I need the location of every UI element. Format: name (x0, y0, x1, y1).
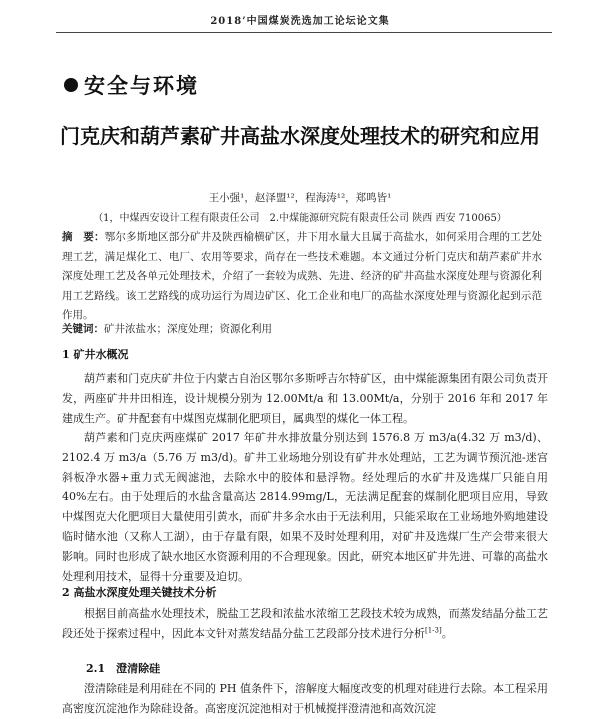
header-rule (56, 32, 552, 33)
paper-title: 门克庆和葫芦素矿井高盐水深度处理技术的研究和应用 (60, 124, 540, 148)
section-1-paragraph-2: 葫芦素和门克庆两座煤矿 2017 年矿井水排放量分别达到 1576.8 万 m3/a(4.32 万 m3/d)、2102.4 万 m3/a（5.76 万 m3/d)。矿井工业场地分别设有矿井水处理站，工艺为调节预沉池-迷宫斜板净水器+重力式无阀滤池，去除水中的胶体和悬浮物。经处理后的水矿井及选煤厂只能自用 40%左右。由于处理后的水盐含量高达 2814.99mg/L，无法满足配套的煤制化肥项目应用，导致中煤图克大化肥项目大量使用引黄水，而矿井多余水由于无法利用，只能采取在工业场地外购地建设临时储水池（又称人工湖），由于存量有限，如果不及时处理利用，对矿井及选煤厂生产会带来很大影响。同时也形成了缺水地区水资源利用的不合理现象。因此，研究本地区矿井先进、可靠的高盐水处理利用技术，显得十分重要及迫切。 (62, 431, 548, 583)
abstract-label: 摘 要： (62, 231, 105, 243)
authors: 王小强¹，赵泽盟¹²，程海涛¹²，郑鸣皆¹ (208, 192, 392, 204)
abstract (62, 228, 542, 326)
running-header: 2018’中国煤炭洗选加工论坛论文集 (210, 16, 390, 27)
section-2-1-paragraph-1: 澄清除硅是利用硅在不同的 PH 值条件下，溶解度大幅度改变的机理对硅进行去除。本工程采用高密度沉淀池作为除硅设备。高密度沉淀池相对于机械搅拌澄清池和高效沉淀 (62, 682, 548, 715)
section-2-paragraph-1-text: 根据目前高盐水处理技术，脱盐工艺段和浓盐水浓缩工艺段技术较为成熟，而蒸发结晶分盐工艺段还处于探索过程中，因此本文针对蒸发结晶分盐工艺段部分技术进行分析 (62, 607, 548, 640)
filled-circle-icon (64, 78, 78, 92)
section-label (64, 70, 199, 100)
section-1-heading: 1 矿井水概况 (62, 348, 129, 361)
section-2-1-heading: 2.1 澄清除硅 (86, 662, 161, 675)
section-label-text: 安全与环境 (84, 73, 199, 98)
section-1-paragraph-1: 葫芦素和门克庆矿井位于内蒙古自治区鄂尔多斯呼吉尔特矿区，由中煤能源集团有限公司负责开发，两座矿井井田相连，设计规模分别为 12.00Mt/a 和 13.00Mt/a，分别于 2016 年和 2017 年建成生产。矿井配套有中煤图克煤制化肥项目，属典型的煤化一体工程。 (62, 372, 548, 425)
affiliation: （1，中煤西安设计工程有限责任公司 2.中煤能源研究院有限责任公司 陕西 西安 710065） (93, 213, 507, 224)
section-2-paragraph-1-end: 。 (441, 626, 453, 640)
section-2-paragraph-1 (62, 604, 548, 644)
keywords-text: 矿井浓盐水；深度处理；资源化利用 (104, 323, 272, 335)
section-2-heading: 2 高盐水深度处理关键技术分析 (62, 586, 217, 599)
abstract-text: 鄂尔多斯地区部分矿井及陕西榆横矿区，井下用水量大且属于高盐水，如何采用合理的工艺处理工艺，满足煤化工、电厂、农用等要求，尚存在一些技术难题。本文通过分析门克庆和葫芦素矿井水深度处理工艺及各单元处理技术，介绍了一套较为成熟、先进、经济的矿井高盐水深度处理与资源化利用工艺路线。该工艺路线的成功运行为周边矿区、化工企业和电厂的高盐水深度处理与资源化起到示范作用。 (62, 231, 543, 322)
keywords-label: 关键词： (62, 323, 104, 335)
keywords (62, 320, 542, 338)
citation-ref: [1-3] (425, 626, 442, 635)
